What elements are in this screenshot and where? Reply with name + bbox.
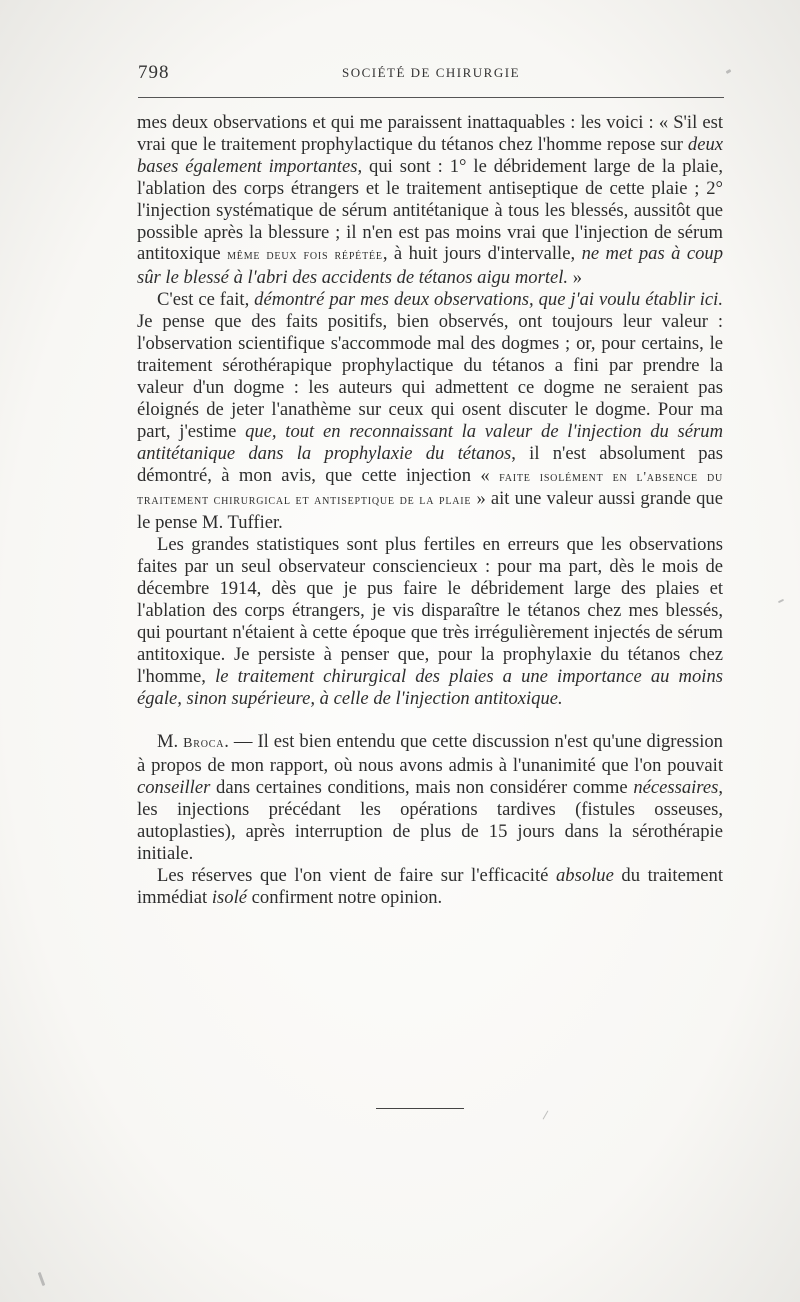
italic-text: ne met pas à coup sûr le blessé à l'abri des accidents de tétanos aigu mortel.	[137, 243, 724, 289]
scan-speck	[543, 1110, 549, 1119]
italic-text: isolé	[211, 886, 247, 908]
page-header	[138, 58, 724, 88]
italic-text: que, tout en reconnaissant la valeur de l'injection du sérum antitétanique dans la prophylaxie du tétanos	[137, 420, 724, 464]
text-run: du traitement immédiat	[137, 864, 724, 908]
text-run: »	[568, 267, 583, 289]
italic-text: absolue	[555, 864, 614, 886]
italic-text: le traitement chirurgical des plaies a une importance au moins égale, sinon supérieure, à celle de l'injection antitoxique.	[137, 665, 723, 709]
paragraph	[137, 534, 723, 709]
text-run: mes deux observations et qui me paraissent inattaquables : les voici : « S'il est vrai que le traitement prophylactique du tétanos chez l'homme repose sur	[137, 112, 723, 155]
text-run: Les réserves que l'on vient de faire sur l'efficacité	[157, 864, 556, 886]
italic-text: nécessaires	[633, 777, 719, 799]
small-caps-text: faite isolément en l'absence du traitement chirurgical et antiseptique de la plaie	[137, 469, 723, 509]
text-run: C'est ce fait,	[157, 289, 255, 311]
small-caps-text: Broca	[183, 736, 225, 752]
scan-speck	[778, 599, 784, 603]
paragraph	[137, 112, 723, 289]
italic-text: démontré par mes deux observations, que j'ai voulu établir ici.	[254, 289, 723, 311]
paragraph	[137, 731, 723, 864]
body-text	[137, 112, 723, 909]
text-run: M.	[157, 731, 184, 753]
text-run: Les grandes statistiques sont plus fertiles en erreurs que les observations faites par un seul observateur consciencieux : pour ma part, dès le mois de décembre 1914, dès que je pus faire le débridement large des plaies et l'ablation des corps étrangers, je vis disparaître le tétanos chez mes blessés, qui pourtant n'étaient à cette époque que très irrégulièrement injectés de sérum antitoxique. Je persiste à penser que, pour la prophylaxie du tétanos chez l'homme,	[137, 534, 723, 687]
paragraph-gap	[137, 709, 723, 731]
paragraph	[137, 865, 723, 909]
text-run: , qui sont : 1° le débridement large de la plaie, l'ablation des corps étrangers et le traitement antiseptique de cette plaie ; 2° l'injection systématique de sérum antitétanique à tous les blessés, aussitôt que possible après la blessure ; il n'en est pas moins vrai que l'injection de sérum antitoxique	[137, 155, 723, 265]
text-run: , il n'est absolument pas démontré, à mon avis, que cette injection «	[137, 442, 724, 486]
running-title: SOCIÉTÉ DE CHIRURGIE	[341, 65, 521, 80]
italic-text: conseiller	[137, 777, 211, 799]
italic-text: deux bases également importantes	[137, 133, 723, 177]
section-end-rule	[376, 1108, 464, 1109]
scan-speck	[38, 1272, 46, 1286]
scan-speck	[726, 69, 732, 74]
text-run: dans certaines conditions, mais non considérer comme	[210, 777, 634, 799]
header-rule	[138, 97, 724, 98]
text-run: Je pense que des faits positifs, bien observés, ont toujours leur valeur : l'observation scientifique s'accommode mal des dogmes ; or, pour certains, le traitement sérothérapique prophylactique du tétanos a fini par prendre la valeur d'un dogme : les auteurs qui admettent ce dogme ne seraient pas éloignés de jeter l'anathème sur ceux qui osent discuter le dogme. Pour ma part, j'estime	[137, 311, 723, 442]
text-run: . — Il est bien entendu que cette discussion n'est qu'une digression à propos de mon rapport, où nous avons admis à l'unanimité que l'on pouvait	[137, 731, 723, 777]
text-run: , les injections précédant les opérations tardives (fistules osseuses, autoplasties), après interruption de plus de 15 jours dans la sérothérapie initiale.	[137, 777, 723, 864]
page-number: 798	[138, 62, 170, 83]
text-run: confirment notre opinion.	[247, 886, 443, 908]
paragraph	[137, 289, 723, 534]
small-caps-text: même deux fois répétée	[227, 248, 383, 264]
text-run: » ait une valeur aussi grande que le pense M. Tuffier.	[137, 488, 723, 534]
text-run: , à huit jours d'intervalle,	[382, 243, 582, 265]
